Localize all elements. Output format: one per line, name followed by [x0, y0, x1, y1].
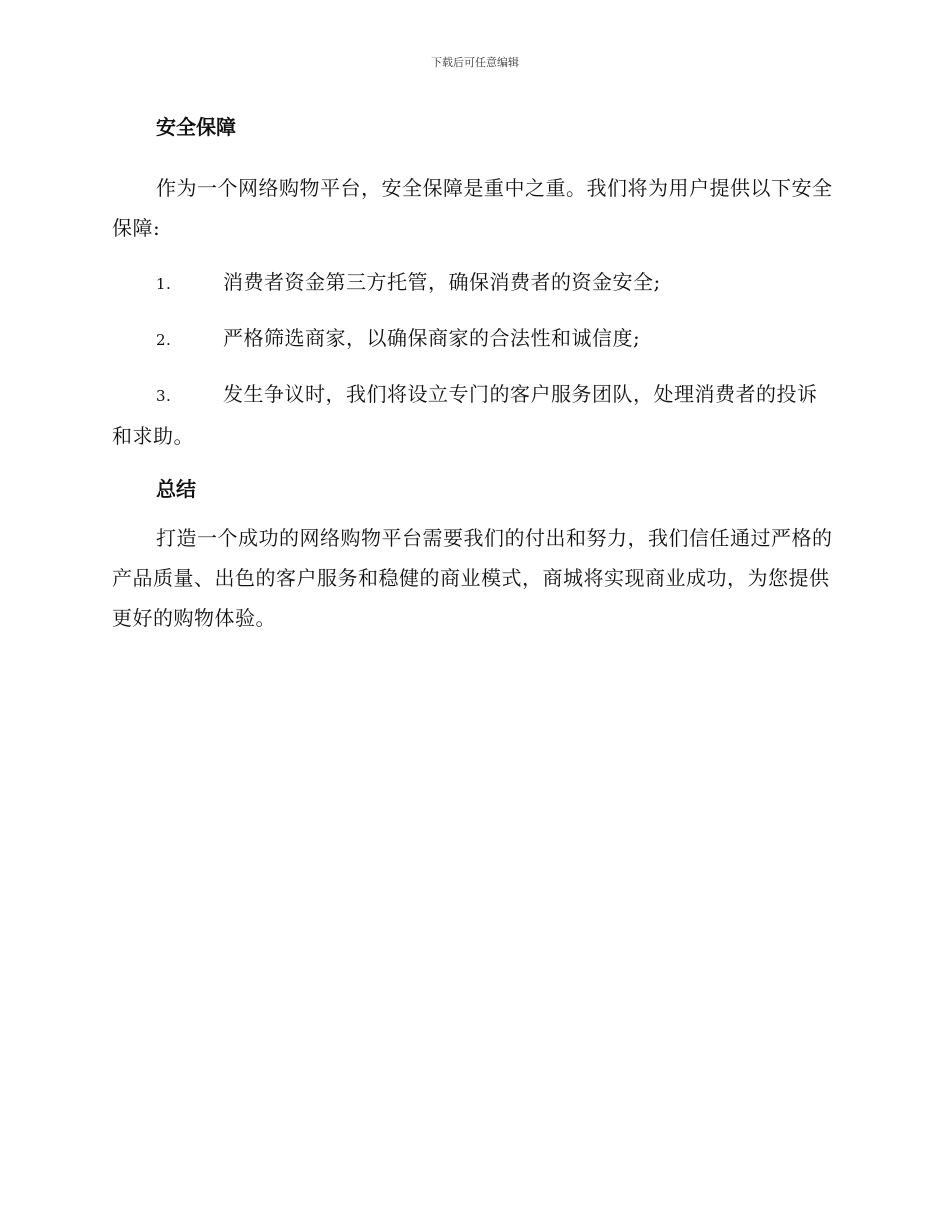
list-item-text: 发生争议时，我们将设立专门的客户服务团队，处理消费者的投诉和求助。 — [112, 382, 818, 448]
security-list — [112, 262, 834, 456]
document-body — [112, 112, 834, 638]
list-item-number: 3. — [156, 387, 172, 405]
list-item-text: 消费者资金第三方托管，确保消费者的资金安全; — [223, 270, 661, 294]
summary-paragraph: 打造一个成功的网络购物平台需要我们的付出和努力，我们信任通过严格的产品质量、出色的客户服务和稳健的商业模式，商城将实现商业成功，为您提供更好的购物体验。 — [112, 526, 833, 630]
section-heading-security: 安全保障 — [156, 115, 236, 139]
list-item — [112, 262, 834, 304]
header-note: 下载后可任意编辑 — [431, 56, 519, 69]
list-item — [112, 374, 834, 456]
section-heading-summary: 总结 — [156, 477, 196, 501]
list-item-text: 严格筛选商家，以确保商家的合法性和诚信度; — [223, 326, 641, 350]
security-intro-paragraph: 作为一个网络购物平台，安全保障是重中之重。我们将为用户提供以下安全保障: — [112, 176, 833, 240]
list-item — [112, 318, 834, 360]
list-item-number: 2. — [156, 331, 172, 349]
list-item-number: 1. — [156, 275, 172, 293]
